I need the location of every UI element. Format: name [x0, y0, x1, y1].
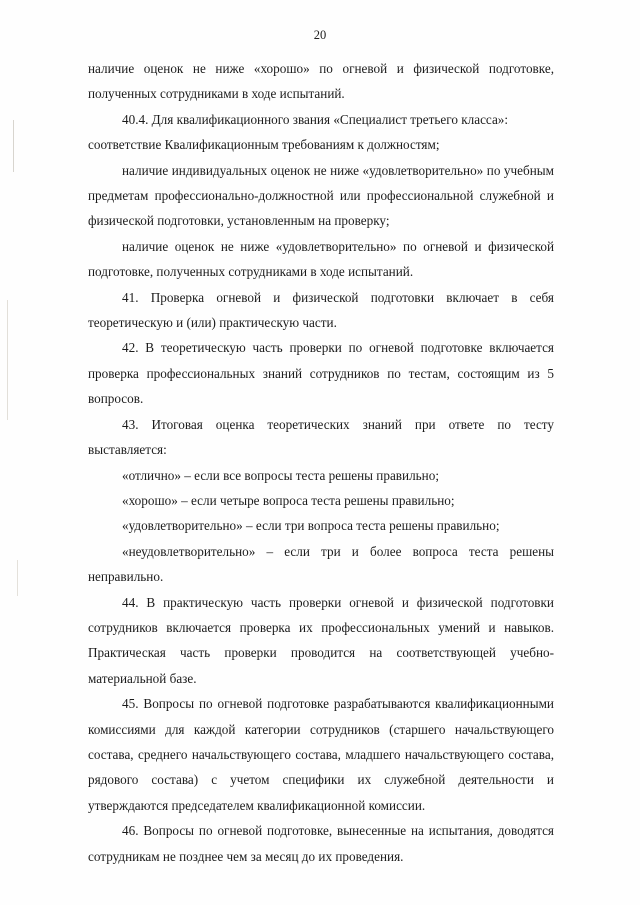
paragraph: наличие оценок не ниже «хорошо» по огневой и физической подготовке, полученных сотрудниками в ходе испытаний.: [88, 61, 554, 102]
paragraph: 46. Вопросы по огневой подготовке, вынесенные на испытания, доводятся сотрудникам не позднее чем за месяц до их проведения.: [88, 823, 554, 864]
scan-artifact: [13, 120, 14, 172]
paragraph: «удовлетворительно» – если три вопроса теста решены правильно;: [122, 518, 500, 534]
document-body: [88, 56, 554, 869]
paragraph: 45. Вопросы по огневой подготовке разрабатываются квалификационными комиссиями для каждой категории сотрудников (старшего начальствующего состава, среднего начальствующего состава, младшего начальствующего состава, рядового состава) с учетом специфики их служебной деятельности и утверждаются председателем квалификационной комиссии.: [88, 696, 554, 813]
scan-artifact: [17, 560, 18, 596]
paragraph: соответствие Квалификационным требованиям к должностям;: [88, 137, 440, 153]
paragraph: 40.4. Для квалификационного звания «Специалист третьего класса»:: [122, 111, 509, 127]
paragraph: 41. Проверка огневой и физической подготовки включает в себя теоретическую и (или) практическую части.: [88, 289, 554, 331]
paragraph: 43. Итоговая оценка теоретических знаний при ответе по тесту выставляется:: [88, 416, 554, 458]
paragraph: наличие оценок не ниже «удовлетворительно» по огневой и физической подготовке, полученных сотрудниками в ходе испытаний.: [88, 238, 554, 280]
scan-artifact: [7, 300, 8, 420]
paragraph: «отлично» – если все вопросы теста решены правильно;: [122, 467, 439, 483]
paragraph: «неудовлетворительно» – если три и более вопроса теста решены неправильно.: [88, 543, 554, 585]
paragraph: «хорошо» – если четыре вопроса теста решены правильно;: [122, 492, 455, 508]
paragraph: 44. В практическую часть проверки огневой и физической подготовки сотрудников включается проверка их профессиональных умений и навыков. Практическая часть проверки проводится на соответствующей учебно-материальной базе.: [88, 594, 554, 686]
paragraph: наличие индивидуальных оценок не ниже «удовлетворительно» по учебным предметам профессионально-должностной или профессиональной служебной и физической подготовки, установленным на проверку;: [88, 162, 554, 229]
paragraph: 42. В теоретическую часть проверки по огневой подготовке включается проверка профессиональных знаний сотрудников по тестам, состоящим из 5 вопросов.: [88, 340, 554, 407]
page-number: 20: [313, 28, 327, 42]
